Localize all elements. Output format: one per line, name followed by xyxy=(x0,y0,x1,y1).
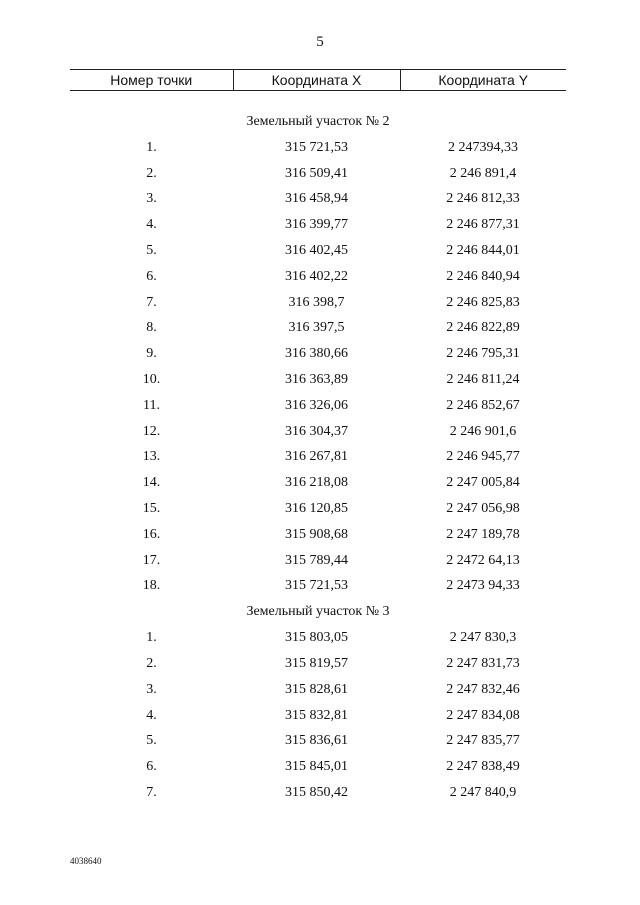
table-row xyxy=(70,625,566,651)
point-number-cell: 17. xyxy=(142,552,161,568)
coordinate-y-cell: 2 246 877,31 xyxy=(446,217,520,233)
coordinate-x-cell: 315 845,01 xyxy=(285,759,348,775)
coordinate-x-cell: 315 836,61 xyxy=(285,733,348,749)
coordinate-x-cell: 316 509,41 xyxy=(285,165,348,181)
coordinate-x-cell: 315 721,53 xyxy=(285,578,348,594)
coordinate-x-cell: 315 850,42 xyxy=(285,785,348,801)
coordinate-y-cell: 2 247 830,3 xyxy=(449,630,517,646)
point-number-cell: 16. xyxy=(142,526,161,542)
coordinate-x-cell: 316 304,37 xyxy=(285,423,348,439)
coordinate-y-cell: 2 247 005,84 xyxy=(446,475,520,491)
coordinate-x-cell: 316 399,77 xyxy=(285,217,348,233)
table-row xyxy=(70,548,566,574)
point-number-cell: 11. xyxy=(143,397,160,413)
section-title: Земельный участок № 3 xyxy=(246,604,390,620)
point-number-cell: 10. xyxy=(142,372,161,388)
coordinate-x-cell: 316 402,45 xyxy=(285,243,348,259)
coordinate-y-cell: 2 246 811,24 xyxy=(446,372,520,388)
table-row xyxy=(70,651,566,677)
coordinate-x-cell: 315 789,44 xyxy=(285,552,348,568)
point-number-cell: 7. xyxy=(146,785,157,801)
table-row xyxy=(70,341,566,367)
coordinate-y-cell: 2 246 844,01 xyxy=(446,243,520,259)
table-row xyxy=(70,496,566,522)
point-number-cell: 13. xyxy=(142,449,161,465)
table-row xyxy=(70,187,566,213)
header-point-number: Номер точки xyxy=(70,70,233,91)
coordinate-y-cell: 2 246 812,33 xyxy=(446,191,520,207)
point-number-cell: 7. xyxy=(146,294,157,310)
table-body xyxy=(70,91,566,806)
point-number-cell: 4. xyxy=(146,707,157,723)
table-row xyxy=(70,470,566,496)
table-row xyxy=(70,264,566,290)
coordinate-y-cell: 2 246 852,67 xyxy=(446,397,520,413)
point-number-cell: 5. xyxy=(146,243,157,259)
coordinate-y-cell: 2 246 945,77 xyxy=(446,449,520,465)
coordinate-x-cell: 315 819,57 xyxy=(285,656,348,672)
coordinate-y-cell: 2 246 891,4 xyxy=(449,165,517,181)
table-row xyxy=(70,135,566,161)
coordinate-y-cell: 2 247 832,46 xyxy=(446,681,520,697)
table-spacer xyxy=(70,91,566,110)
point-number-cell: 2. xyxy=(146,656,157,672)
header-coordinate-x: Координата X xyxy=(233,70,400,91)
coordinate-y-cell: 2 247394,33 xyxy=(448,139,518,155)
table-row xyxy=(70,212,566,238)
section-title-row xyxy=(70,599,566,625)
coordinates-table xyxy=(70,69,566,806)
coordinate-x-cell: 315 721,53 xyxy=(285,139,348,155)
point-number-cell: 15. xyxy=(142,501,161,517)
table-row xyxy=(70,290,566,316)
header-coordinate-y: Координата Y xyxy=(400,70,566,91)
document-code: 4038640 xyxy=(70,856,102,866)
table-row xyxy=(70,445,566,471)
point-number-cell: 12. xyxy=(142,423,161,439)
coordinate-y-cell: 2 2472 64,13 xyxy=(446,552,520,568)
table-row xyxy=(70,393,566,419)
coordinate-x-cell: 316 402,22 xyxy=(285,268,348,284)
coordinate-x-cell: 316 120,85 xyxy=(285,501,348,517)
coordinate-y-cell: 2 247 189,78 xyxy=(446,526,520,542)
section-title: Земельный участок № 2 xyxy=(246,114,390,129)
coordinate-x-cell: 315 908,68 xyxy=(285,526,348,542)
coordinate-y-cell: 2 246 901,6 xyxy=(449,423,517,439)
coordinate-y-cell: 2 247 835,77 xyxy=(446,733,520,749)
coordinate-x-cell: 315 832,81 xyxy=(285,707,348,723)
coordinate-x-cell: 316 267,81 xyxy=(285,449,348,465)
table-row xyxy=(70,522,566,548)
table-row xyxy=(70,703,566,729)
coordinate-x-cell: 315 803,05 xyxy=(285,630,348,646)
point-number-cell: 4. xyxy=(146,217,157,233)
table-row xyxy=(70,316,566,342)
coordinate-x-cell: 316 458,94 xyxy=(285,191,348,207)
coordinate-x-cell: 316 326,06 xyxy=(285,397,348,413)
coordinate-y-cell: 2 246 822,89 xyxy=(446,320,520,336)
coordinate-x-cell: 316 218,08 xyxy=(285,475,348,491)
coordinate-x-cell: 316 380,66 xyxy=(285,346,348,362)
table-row xyxy=(70,780,566,806)
point-number-cell: 9. xyxy=(146,346,157,362)
coordinate-y-cell: 2 2473 94,33 xyxy=(446,578,520,594)
point-number-cell: 6. xyxy=(146,268,157,284)
table-row xyxy=(70,238,566,264)
coordinate-y-cell: 2 246 795,31 xyxy=(446,346,520,362)
page-number: 5 xyxy=(316,34,324,50)
coordinate-y-cell: 2 247 840,9 xyxy=(449,785,517,801)
point-number-cell: 18. xyxy=(142,578,161,594)
point-number-cell: 1. xyxy=(146,139,157,155)
coordinate-y-cell: 2 246 825,83 xyxy=(446,294,520,310)
table-header-row xyxy=(70,70,566,91)
table-row xyxy=(70,367,566,393)
coordinate-x-cell: 316 397,5 xyxy=(288,320,345,336)
point-number-cell: 8. xyxy=(146,320,157,336)
point-number-cell: 14. xyxy=(142,475,161,491)
table-row xyxy=(70,574,566,600)
section-title-row xyxy=(70,109,566,135)
coordinate-y-cell: 2 246 840,94 xyxy=(446,268,520,284)
coordinate-y-cell: 2 247 831,73 xyxy=(446,656,520,672)
table-row xyxy=(70,419,566,445)
coordinate-x-cell: 316 398,7 xyxy=(288,294,345,310)
coordinate-x-cell: 315 828,61 xyxy=(285,681,348,697)
coordinate-y-cell: 2 247 056,98 xyxy=(446,501,520,517)
table-row xyxy=(70,729,566,755)
coordinate-x-cell: 316 363,89 xyxy=(285,372,348,388)
table-row xyxy=(70,161,566,187)
coordinate-y-cell: 2 247 834,08 xyxy=(446,707,520,723)
point-number-cell: 1. xyxy=(146,630,157,646)
table-row xyxy=(70,677,566,703)
point-number-cell: 2. xyxy=(146,165,157,181)
coordinate-y-cell: 2 247 838,49 xyxy=(446,759,520,775)
point-number-cell: 3. xyxy=(146,191,157,207)
point-number-cell: 3. xyxy=(146,681,157,697)
point-number-cell: 6. xyxy=(146,759,157,775)
table-row xyxy=(70,754,566,780)
point-number-cell: 5. xyxy=(146,733,157,749)
